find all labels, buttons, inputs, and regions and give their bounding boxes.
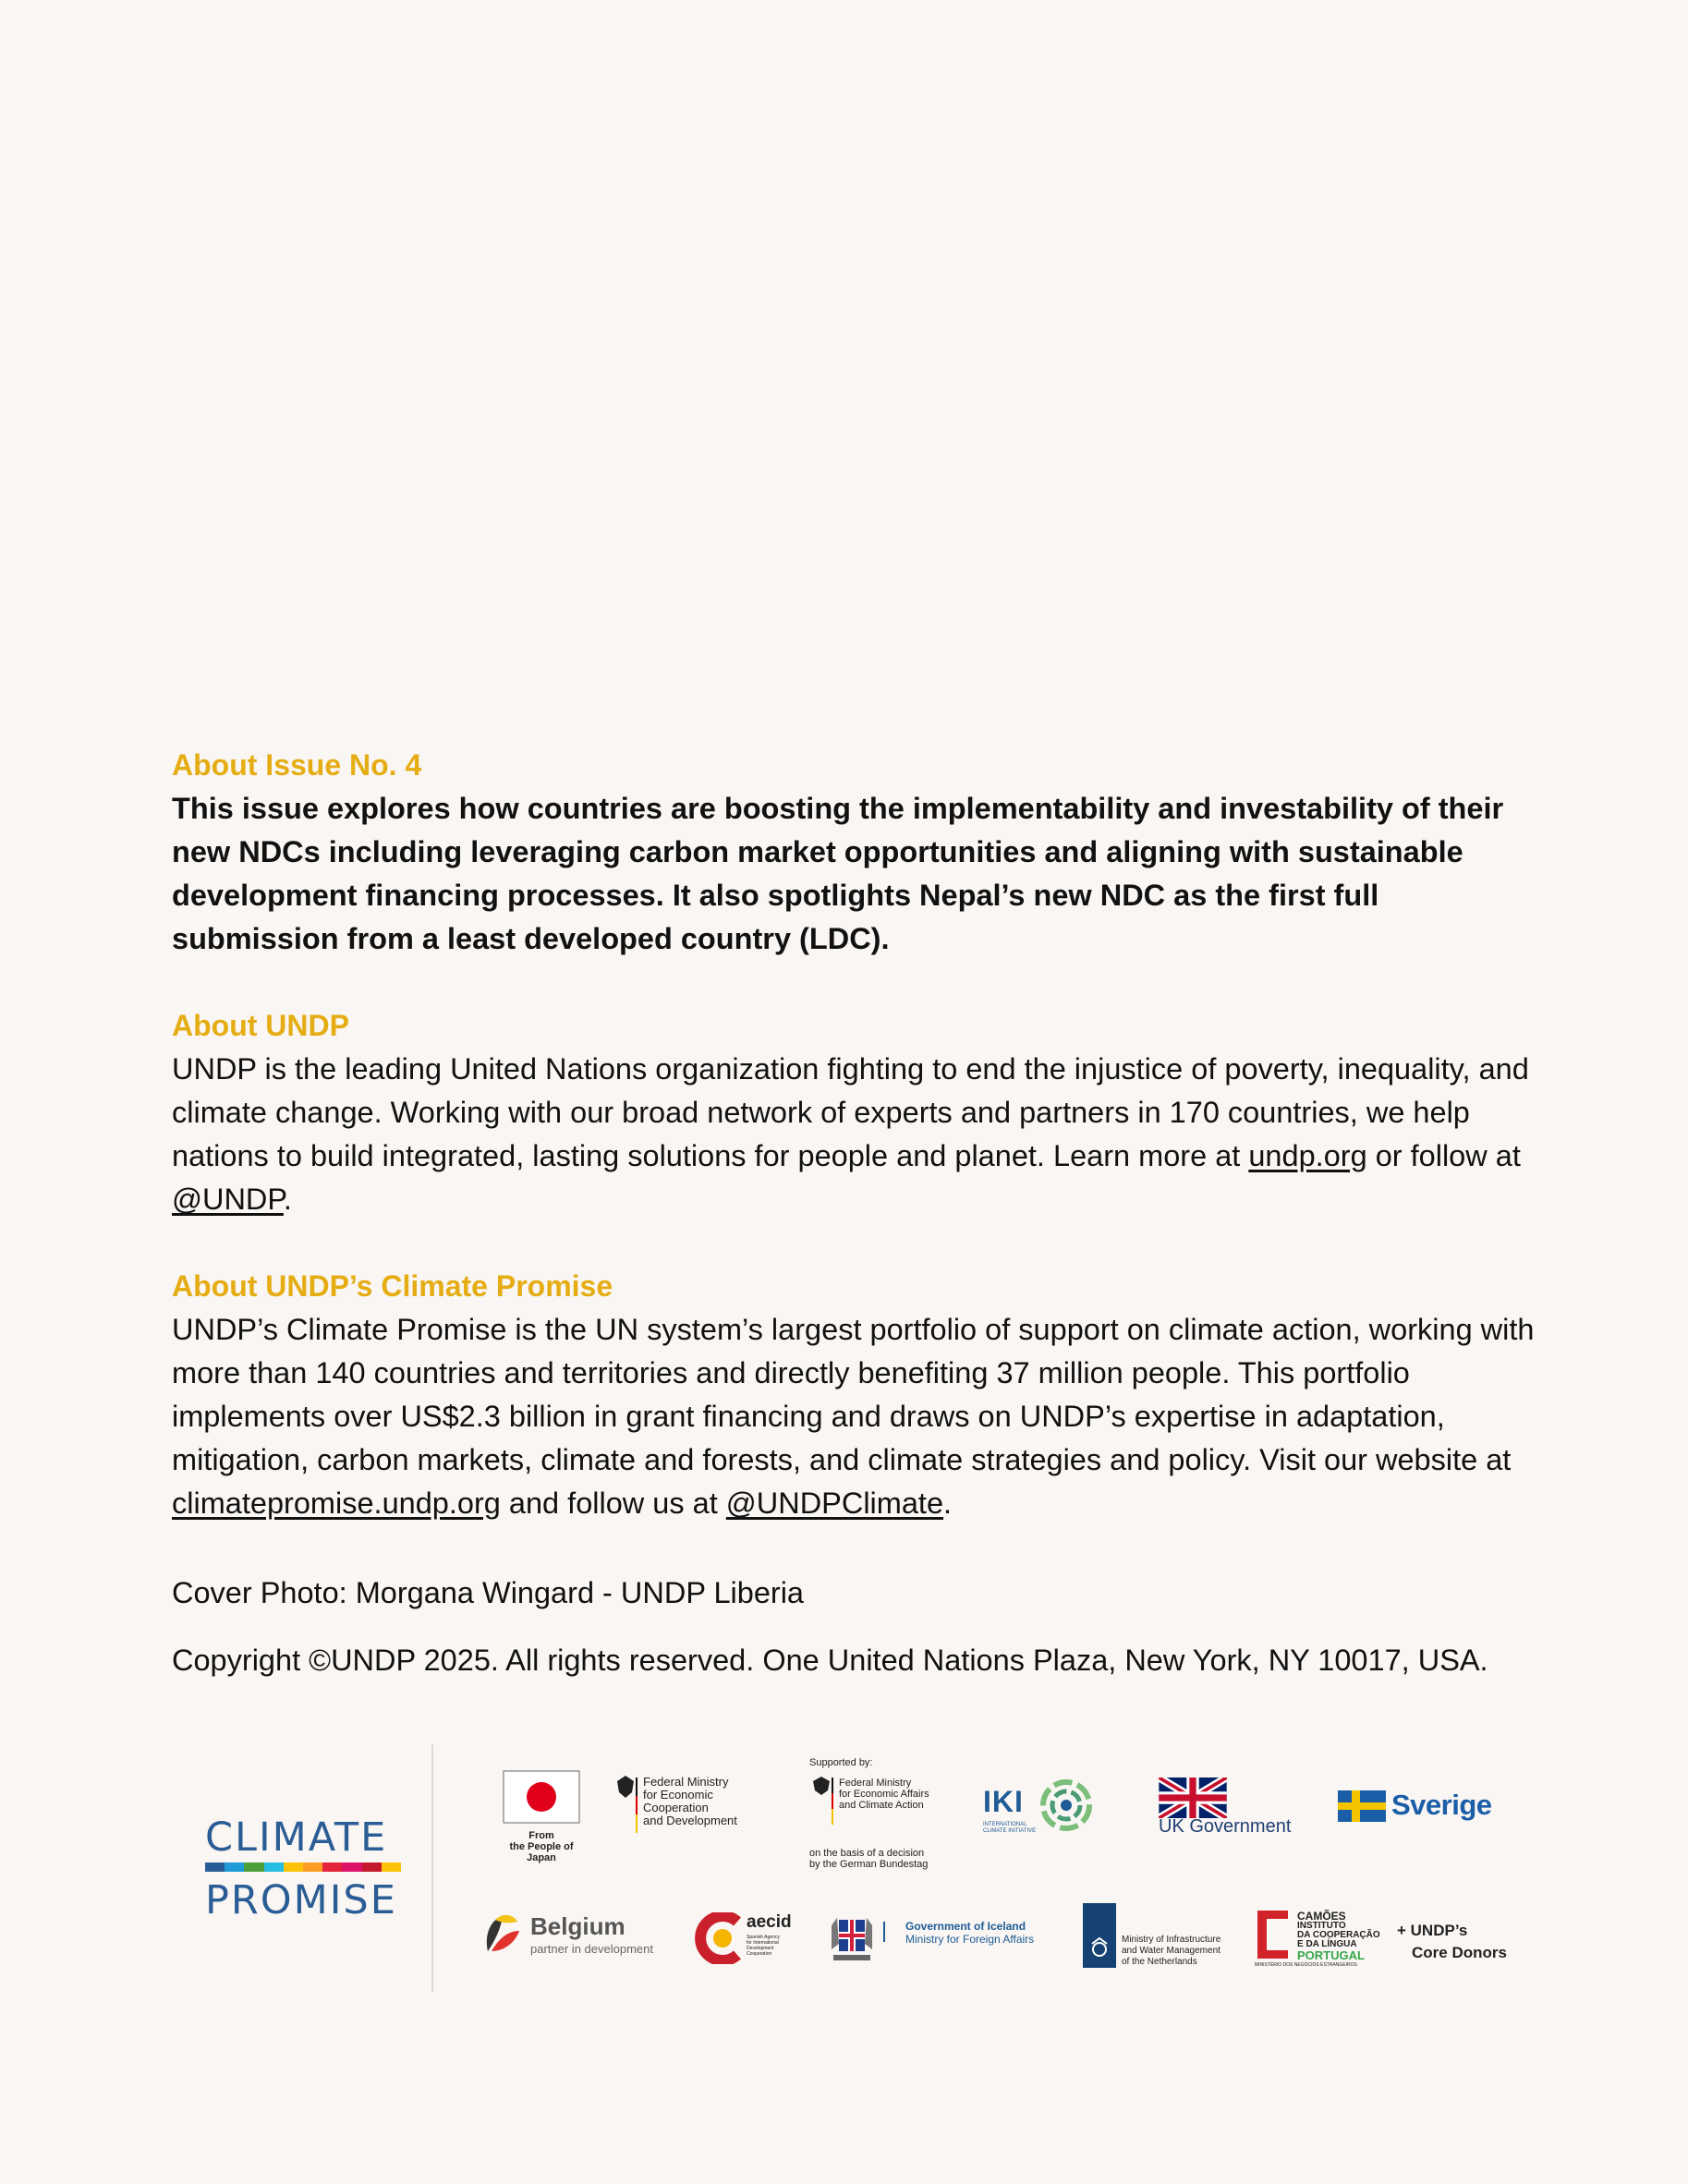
core-donors-label: + UNDP’s Core Donors bbox=[1397, 1922, 1507, 1961]
about-climate-promise-body: UNDP’s Climate Promise is the UN system’s largest portfolio of support on climate action, working with more than 140 countries and territories and directly benefiting 37 million people. This portfolio implements over US$2.3 billion in grant financing and draws on UNDP’s expertise in adaptation, mitigation, carbon markets, climate and forests, and climate strategies and policy. Visit our website at climatepromise.undp.org and follow us at @UNDPClimate. bbox=[172, 1313, 1535, 1520]
climate-promise-word-2: PROMISE bbox=[205, 1877, 397, 1923]
copyright-notice: Copyright ©UNDP 2025. All rights reserved. One United Nations Plaza, New York, NY 10017, USA. bbox=[172, 1644, 1488, 1677]
undp-link[interactable]: undp.org bbox=[1248, 1139, 1367, 1172]
iki-logo: IKI INTERNATIONAL CLIMATE INITIATIVE bbox=[983, 1778, 1103, 1835]
japan-logo: From the People of Japan bbox=[495, 1770, 588, 1863]
sweden-logo: Sverige bbox=[1338, 1789, 1495, 1826]
about-issue-body: This issue explores how countries are boosting the implementability and investability of their new NDCs including leveraging carbon market opportunities and aligning with sustainable development financing processes. It also spotlights Nepal’s new NDC as the first full submission from a least developed country (LDC). bbox=[172, 792, 1504, 955]
belgium-logo: Belgium partner in development bbox=[482, 1911, 667, 1960]
iceland-coat-of-arms-icon bbox=[826, 1907, 878, 1964]
climate-promise-logo bbox=[205, 1816, 401, 1922]
netherlands-ribbon-icon bbox=[1083, 1903, 1116, 1968]
german-eagle-icon-2 bbox=[809, 1776, 833, 1831]
about-undp-body: UNDP is the leading United Nations organization fighting to end the injustice of poverty, inequality, and climate change. Working with our broad network of experts and partners in 170 countries, we help nations to build integrated, lasting solutions for people and planet. Learn more at undp.org or follow at @UNDP. bbox=[172, 1052, 1529, 1216]
about-issue-heading: About Issue No. 4 bbox=[172, 748, 422, 782]
camoes-logo: CAMÕES INSTITUTO DA COOPERAÇÃO E DA LÍNGUA PORTUGAL MINISTÉRIO DOS NEGÓCIOS ESTRANGEIROS bbox=[1255, 1910, 1380, 1968]
cover-photo-credit: Cover Photo: Morgana Wingard - UNDP Liberia bbox=[172, 1576, 805, 1609]
belgium-leaf-icon bbox=[482, 1911, 523, 1957]
union-jack-icon bbox=[1159, 1778, 1227, 1818]
bmz-logo: Federal Ministry for Economic Cooperation and Development bbox=[613, 1774, 780, 1838]
climate-promise-color-bar bbox=[205, 1862, 401, 1872]
iceland-logo: Government of Iceland Ministry for Foreign Affairs bbox=[826, 1907, 1057, 1968]
donor-logo-band bbox=[172, 1744, 1539, 1994]
logo-divider bbox=[431, 1744, 433, 1992]
netherlands-logo: Ministry of Infrastructure and Water Management of the Netherlands bbox=[1083, 1903, 1231, 1970]
camoes-c-icon bbox=[1255, 1911, 1292, 1959]
climate-promise-word-1: CLIMATE bbox=[205, 1814, 388, 1861]
about-climate-promise-heading: About UNDP’s Climate Promise bbox=[172, 1269, 613, 1303]
aecid-c-icon bbox=[695, 1912, 743, 1964]
bmwk-logo: Supported by: Federal Ministry for Economic Affairs and Climate Action on the basis of a decision by the German Bundestag bbox=[809, 1757, 929, 1870]
undp-climate-social-link[interactable]: @UNDPClimate bbox=[725, 1486, 944, 1520]
sweden-flag-icon bbox=[1338, 1790, 1386, 1822]
undp-social-link[interactable]: @UNDP bbox=[172, 1183, 284, 1216]
uk-government-logo: UK Government bbox=[1159, 1778, 1306, 1837]
main-content bbox=[172, 744, 1539, 1682]
about-undp-heading: About UNDP bbox=[172, 1009, 349, 1042]
japan-flag-icon bbox=[503, 1770, 580, 1824]
climate-promise-link[interactable]: climatepromise.undp.org bbox=[172, 1486, 501, 1520]
german-eagle-icon bbox=[613, 1774, 638, 1838]
aecid-logo: aecid Spanish Agency for International Development Cooperation bbox=[695, 1912, 806, 1968]
iki-rings-icon bbox=[1038, 1778, 1094, 1833]
